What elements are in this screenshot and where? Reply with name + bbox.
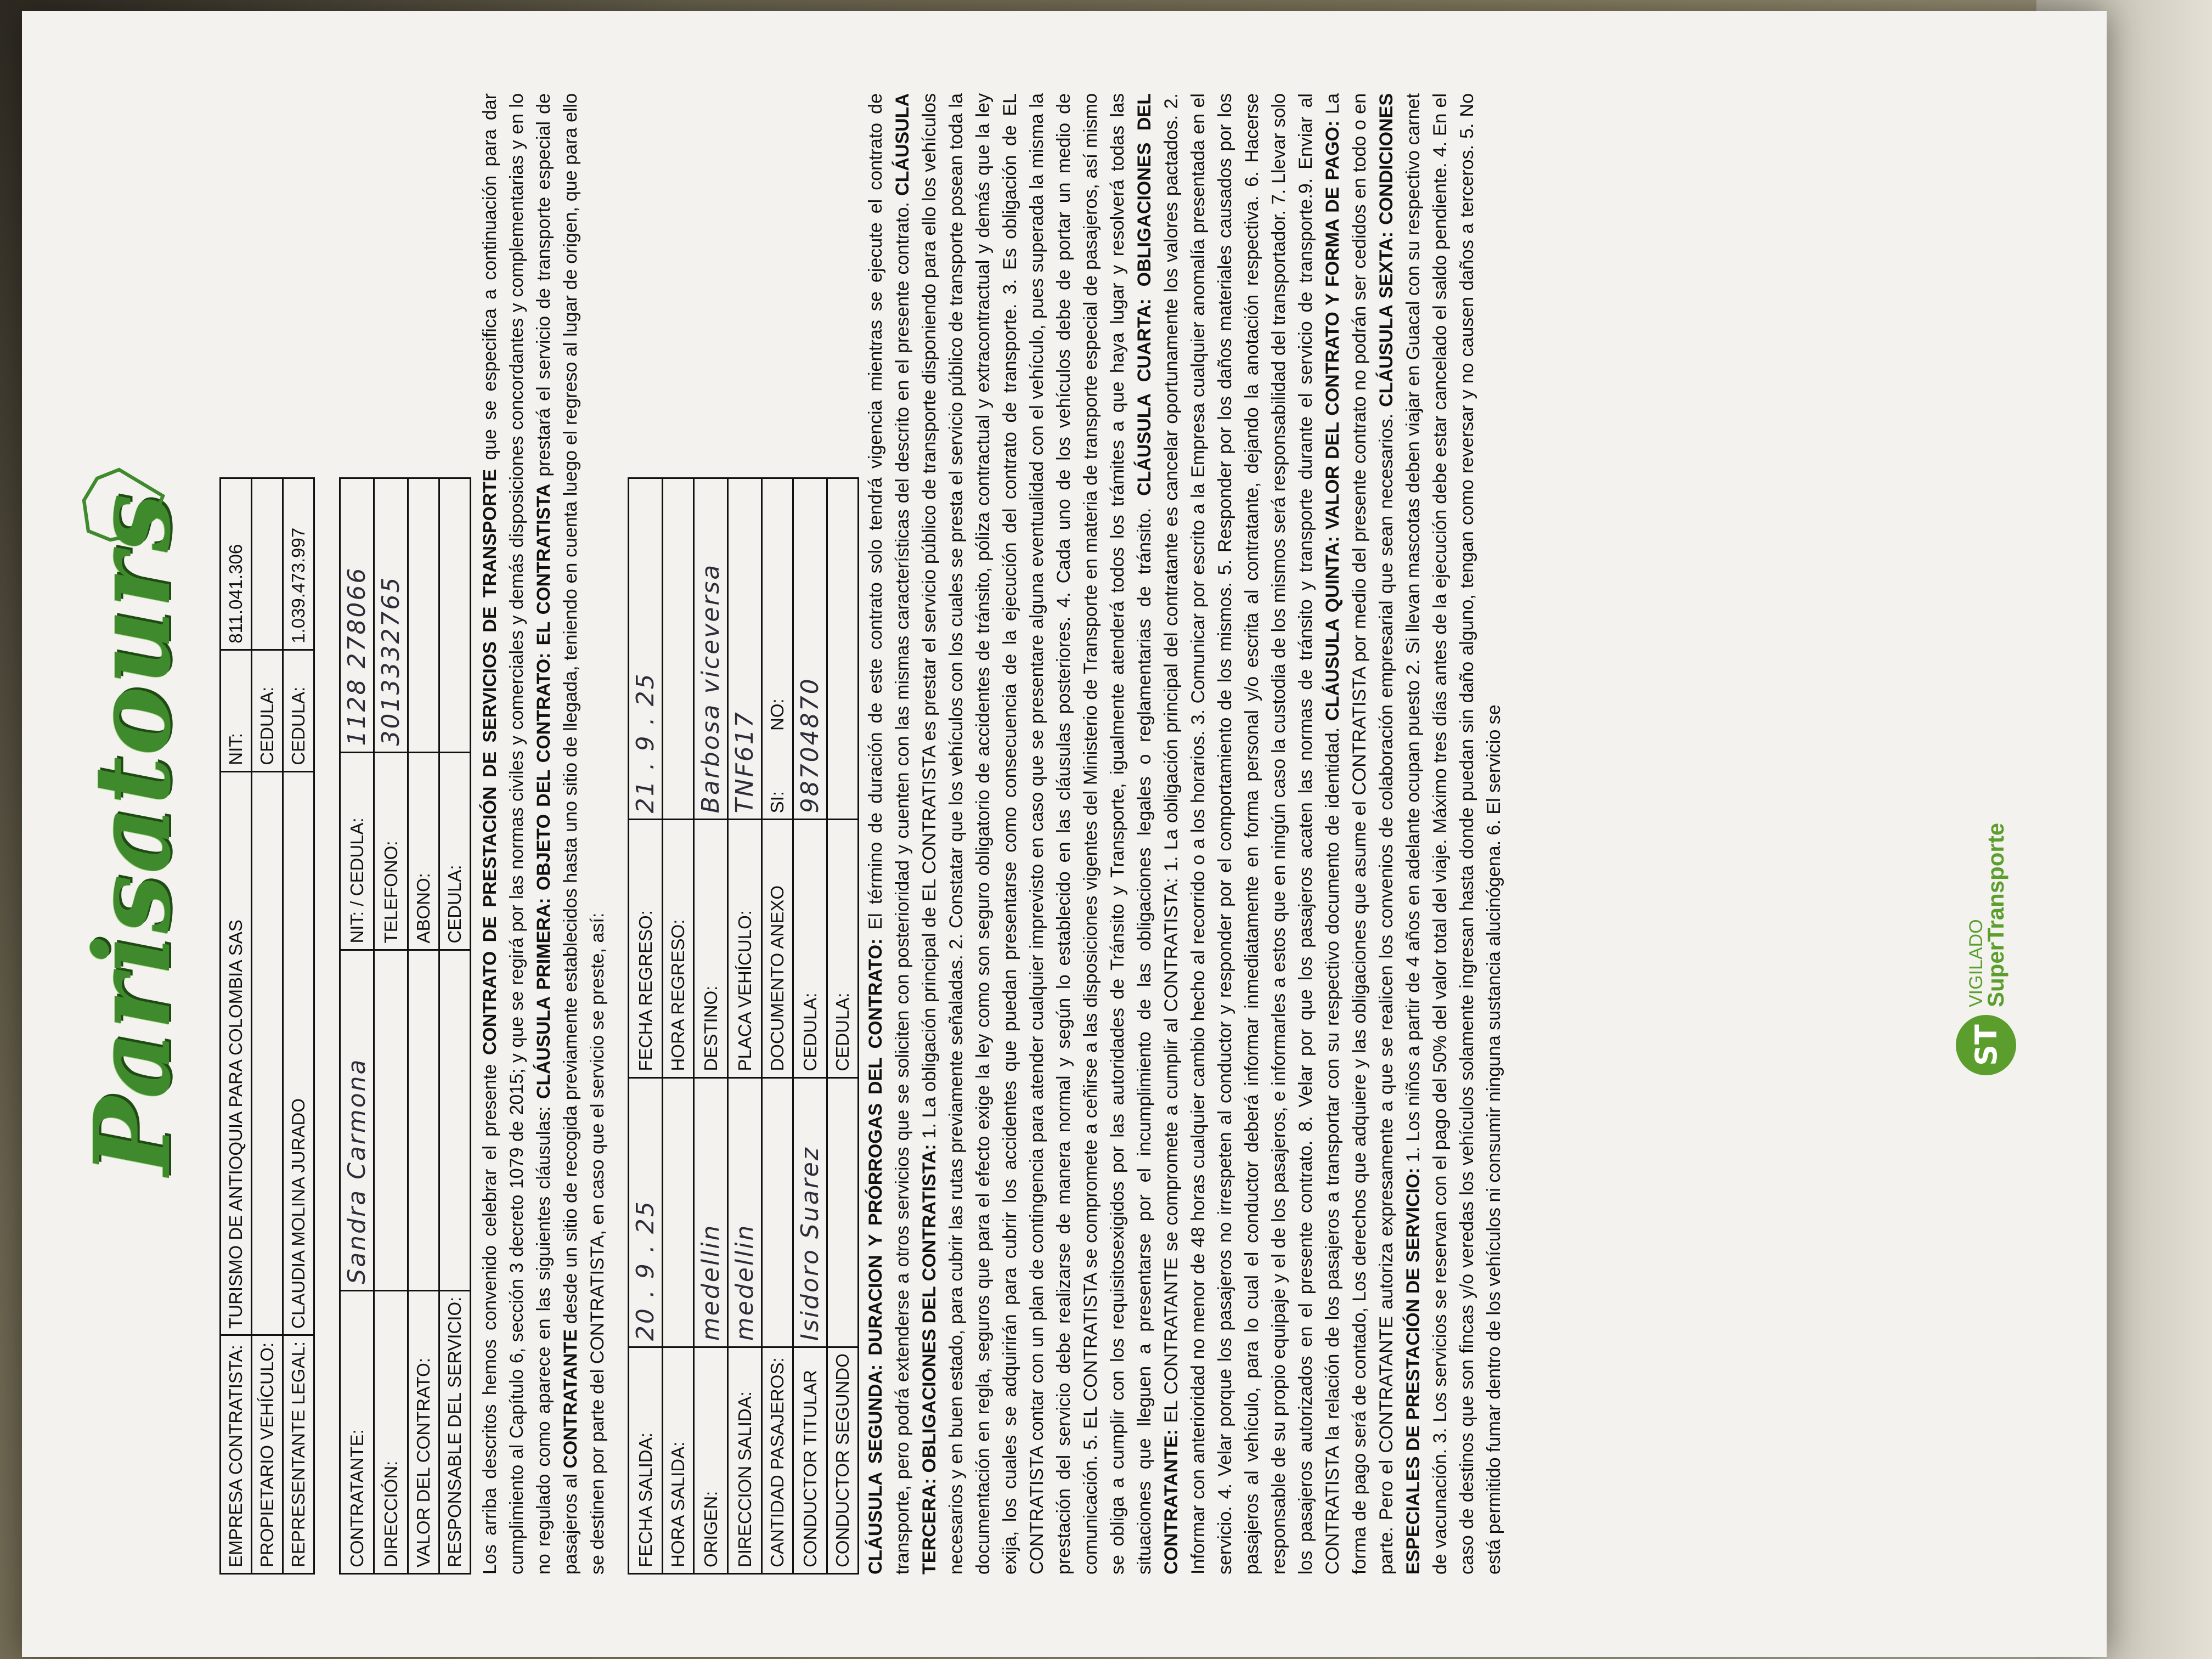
table-row bbox=[762, 478, 793, 1574]
table-row bbox=[827, 478, 859, 1574]
company-logo bbox=[71, 93, 208, 1575]
legal-rep-id-label: CEDULA: bbox=[283, 650, 314, 771]
passengers-label: CANTIDAD PASAJEROS: bbox=[762, 1347, 793, 1574]
clause-heading: CLÁUSULA QUINTA: VALOR DEL CONTRATO Y FORMA DE PAGO: bbox=[1322, 120, 1343, 721]
contract-page bbox=[71, 93, 1508, 1575]
trip-table bbox=[628, 477, 859, 1575]
company-nit-label: NIT: bbox=[221, 650, 252, 771]
return-date-label: FECHA REGRESO: bbox=[629, 820, 663, 1077]
supertransporte-logo bbox=[1953, 823, 2019, 1075]
clause-heading: CLÁUSULA SEGUNDA: DURACION Y PRÓRROGAS DEL CONTRATO: bbox=[865, 938, 886, 1575]
address-label: DIRECCIÓN: bbox=[374, 1290, 408, 1573]
origin-label: ORIGEN: bbox=[694, 1347, 728, 1574]
phone-value: 3013332765 bbox=[374, 478, 408, 753]
client-id-label: NIT: / CEDULA: bbox=[340, 752, 374, 950]
supertransporte-label: SuperTransporte bbox=[1983, 822, 2008, 1007]
logo-wordmark: Parisatours bbox=[71, 492, 194, 1176]
contract-value bbox=[408, 950, 439, 1290]
table-row bbox=[340, 478, 374, 1574]
second-driver-name bbox=[827, 1077, 859, 1347]
st-text bbox=[1966, 823, 2006, 1007]
driver-name: Isidoro Suarez bbox=[793, 1077, 827, 1347]
clause-heading: CLÁUSULA TERCERA: OBLIGACIONES DEL CONTRATISTA: bbox=[892, 93, 940, 1575]
clause-text: 1. La obligación principal de EL CONTRATISTA es prestar el servicio público de transporte disponiendo para ello los vehículos necesarios y en buen estado, para cubrir las rutas previamente señaladas. 2. Constatar que los vehículos con los cuales se presta el servicio público de transporte posean toda la documentación en regla, seguros que para el efecto exige la ley como son seguro obligatorio de accidentes de tránsito, póliza contractual y extracontractual y demás que la ley exija, los cuales se adquirirán para cubrir los accidentes que puedan presentarse como consecuencia de la ejecución del contrato de transporte. 3. Es obligación de EL CONTRATISTA contar con un plan de contingencia para atender cualquier imprevisto en caso que se presentare alguna eventualidad con el vehículo, pues superada la misma la prestación del servicio debe realizarse de manera normal y según lo establecido en las cláusulas posteriores. 4. Cada uno de los vehículos debe de portar un medio de comunicación. 5. EL CONTRATISTA se compromete a ceñirse a las disposiciones vigentes del Ministerio de Transporte en materia de transporte especial de pasajeros, así mismo se obliga a cumplir con los requisitosexigidos por las autoridades de Tránsito y Transporte, igualmente atenderá todos los trámites a que haya lugar y resolverá todas las situaciones que lleguen a presentarse por el incumplimiento de las obligaciones legales o reglamentarias de tránsito. bbox=[919, 93, 1155, 1575]
table-row bbox=[728, 478, 762, 1574]
owner-label: PROPIETARIO VEHÍCULO: bbox=[252, 1335, 283, 1573]
clause-text: El término de duración de este contrato solo tendrá vigencia mientras se ejecute el contrato de transporte, pero podrá extenderse a otros servicios que se soliciten con posterioridad y cuenten con las mismas características del descrito en el presente contrato. bbox=[865, 93, 913, 1575]
responsible-label: RESPONSABLE DEL SERVICIO: bbox=[439, 1290, 471, 1573]
second-driver-id bbox=[827, 478, 859, 820]
destination-value: Barbosa viceversa bbox=[694, 478, 728, 820]
intro-bold: CONTRATANTE bbox=[560, 1329, 581, 1469]
legal-rep-id-value: 1.039.473.997 bbox=[283, 478, 314, 650]
table-row bbox=[629, 478, 663, 1574]
deposit-value bbox=[408, 478, 439, 753]
return-date: 21 . 9 . 25 bbox=[629, 478, 663, 820]
client-label: CONTRATANTE: bbox=[340, 1290, 374, 1573]
legal-rep-label: REPRESENTANTE LEGAL: bbox=[283, 1335, 314, 1573]
plate-label: PLACA VEHÍCULO: bbox=[728, 820, 762, 1077]
company-value: TURISMO DE ANTIOQUIA PARA COLOMBIA SAS bbox=[221, 771, 252, 1335]
destination-label: DESTINO: bbox=[694, 820, 728, 1077]
second-driver-label: CONDUCTOR SEGUNDO bbox=[827, 1347, 859, 1574]
responsible-value bbox=[439, 950, 471, 1290]
table-row bbox=[408, 478, 439, 1574]
phone-label: TELEFONO: bbox=[374, 752, 408, 950]
vigilado-label: VIGILADO bbox=[1966, 919, 1987, 1007]
attachment-label: DOCUMENTO ANEXO bbox=[762, 820, 793, 1077]
departure-date-label: FECHA SALIDA: bbox=[629, 1347, 663, 1574]
clause-text: 1. Los niños a partir de 4 años en adelante ocupan puesto 2. Si llevan mascotas deben viajar en Guacal con su respectivo carnet de vacunación. 3. Los servicios se reservan con el pago del 50% del valor total del viaje. Máximo tres días antes de la ejecución debe estar cancelado el saldo pendiente. 4. En el caso de destinos que son fincas y/o veredas los vehículos solamente ingresan hasta donde puedan sin daño alguno, tengan como reversar y no causen daños a terceros. 5. No está permitido fumar dentro de los vehículos ni consumir ninguna sustancia alucinógena. 6. El servicio se bbox=[1403, 93, 1504, 1575]
table-row bbox=[283, 478, 314, 1574]
owner-id-label: CEDULA: bbox=[252, 650, 283, 771]
address-value bbox=[374, 950, 408, 1290]
antioquia-map-icon bbox=[77, 461, 170, 549]
table-row bbox=[793, 478, 827, 1574]
company-table bbox=[219, 477, 315, 1575]
clause-heading: CLÁUSULA CUARTA: OBLIGACIONES DEL CONTRATANTE: bbox=[1134, 93, 1182, 1575]
table-row bbox=[252, 478, 283, 1574]
departure-time bbox=[663, 1077, 694, 1347]
intro-paragraph bbox=[477, 93, 611, 1575]
return-time bbox=[663, 478, 694, 820]
legal-rep-value: CLAUDIA MOLINA JURADO bbox=[283, 771, 314, 1335]
clause-heading: CLÁUSULA SEXTA: CONDICIONES ESPECIALES DE PRESTACIÓN DE SERVICIO: bbox=[1376, 93, 1424, 1575]
table-row bbox=[694, 478, 728, 1574]
origin-value: medellin bbox=[694, 1077, 728, 1347]
departure-time-label: HORA SALIDA: bbox=[663, 1347, 694, 1574]
table-row bbox=[663, 478, 694, 1574]
driver-id: 98704870 bbox=[793, 478, 827, 820]
intro-text: prestará el servicio de transporte especial de pasajeros al bbox=[533, 93, 581, 1575]
responsible-id-value bbox=[439, 478, 471, 753]
passengers-value bbox=[762, 1077, 793, 1347]
contract-value-label: VALOR DEL CONTRATO: bbox=[408, 1290, 439, 1573]
table-row bbox=[439, 478, 471, 1574]
contract-paper bbox=[22, 11, 2107, 1657]
second-driver-id-label: CEDULA: bbox=[827, 820, 859, 1077]
clause-text: La forma de pago será de contado, Los derechos que adquiere y las obligaciones que asume el CONTRATISTA por medio del presente contrato no podrán ser cedidos en todo o en parte. Pero el CONTRATANTE autoriza expresamente a que se realicen los convenios de colaboración empresarial que sean necesarios. bbox=[1322, 93, 1397, 1575]
intro-text: que se especifica a continuación para dar cumplimiento al Capítulo 6, sección 3 decreto 1079 de 2015; y que se regirá por las normas civiles y comerciales y demás disposiciones concordantes y complementarias y en lo no regulado como aparece en las siguientes cláusulas: bbox=[479, 93, 554, 1575]
responsible-id-label: CEDULA: bbox=[439, 752, 471, 950]
company-label: EMPRESA CONTRATISTA: bbox=[221, 1335, 252, 1573]
intro-bold: CONTRATO DE PRESTACIÓN DE SERVICIOS DE TRANSPORTE bbox=[479, 469, 500, 1056]
table-row bbox=[221, 478, 252, 1574]
departure-address-label: DIRECCION SALIDA: bbox=[728, 1347, 762, 1574]
intro-text: desde un sitio de recogida previamente establecidos hasta uno sitio de llegada, teniendo en cuenta luego el regreso al lugar de origen, que para ello se destinen por parte del CONTRATISTA, en caso que el servicio se preste, así: bbox=[560, 93, 608, 1575]
return-time-label: HORA REGRESO: bbox=[663, 820, 694, 1077]
owner-value bbox=[252, 771, 283, 1335]
clause-text: EL CONTRATANTE se compromete a cumplir al CONTRATISTA: 1. La obligación principal del contratante es cancelar oportunamente los valores pactados. 2. Informar con anterioridad no menor de 48 horas cualquier cambio hecho al recorrido o a los horarios. 3. Comunicar por escrito a la Empresa cualquier anomalía presentada en el servicio. 4. Velar porque los pasajeros no irrespeten al conductor y responder por el comportamiento de los mismos. 5. Responder por los daños materiales causados por los pasajeros al vehículo, para lo cual el conductor deberá informar inmediatamente en forma personal y/o escrita al contratante, dejando la anotación respectiva. 6. Hacerse responsable de su propio equipaje y el de los pasajeros, e informarles a estos que en ningún caso la custodia de los mismos será responsabilidad del transportador. 7. Llevar solo los pasajeros autorizados en el presente contrato. 8. Velar por que los pasajeros acaten las normas de tránsito y transporte durante el servicio de transporte.9. Enviar al CONTRATISTA la relación de los pasajeros a transportar con su respectivo documento de identidad. bbox=[1161, 93, 1343, 1575]
client-table bbox=[339, 477, 471, 1575]
company-nit-value: 811.041.306 bbox=[221, 478, 252, 650]
st-mark: ST bbox=[1956, 1015, 2016, 1075]
owner-id-value bbox=[252, 478, 283, 650]
driver-id-label: CEDULA: bbox=[793, 820, 827, 1077]
departure-date: 20 . 9 . 25 bbox=[629, 1077, 663, 1347]
clauses-paragraph bbox=[862, 93, 1508, 1575]
table-row bbox=[374, 478, 408, 1574]
client-id: 1128 278066 bbox=[340, 478, 374, 753]
deposit-label: ABONO: bbox=[408, 752, 439, 950]
plate-value: TNF617 bbox=[728, 478, 762, 820]
client-name: Sandra Carmona bbox=[340, 950, 374, 1290]
clause-heading: CLÁUSULA PRIMERA: OBJETO DEL CONTRATO: EL CONTRATISTA bbox=[533, 483, 554, 1099]
attachment-value: SI: NO: bbox=[762, 478, 793, 820]
driver-label: CONDUCTOR TITULAR bbox=[793, 1347, 827, 1574]
departure-address: medellin bbox=[728, 1077, 762, 1347]
intro-text: Los arriba descritos hemos convenido celebrar el presente bbox=[479, 1055, 500, 1575]
